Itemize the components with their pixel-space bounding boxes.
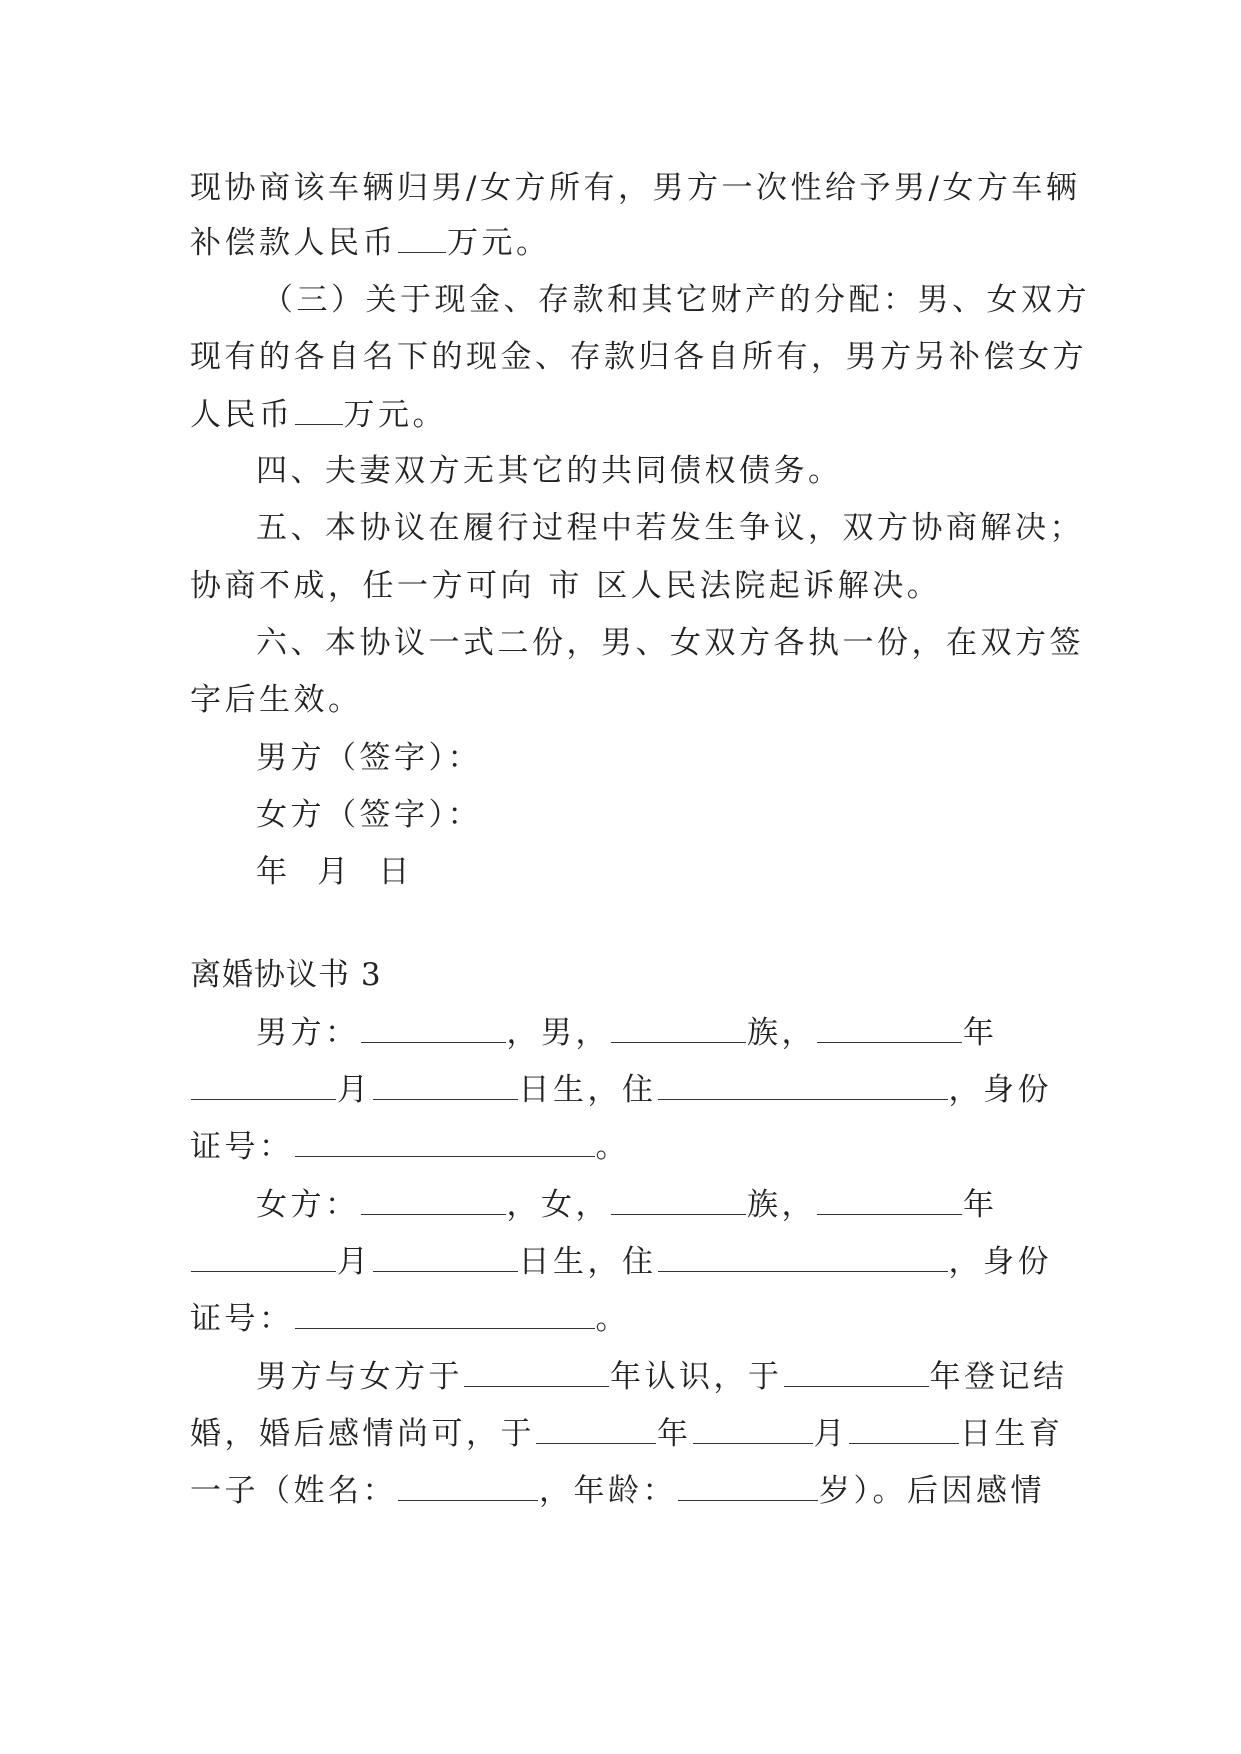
section-heading	[190, 955, 382, 995]
document-line	[190, 1298, 630, 1338]
fill-in-blank	[361, 1184, 506, 1215]
line-text: 证号：	[190, 1301, 294, 1337]
line-text: 年 月 日	[256, 854, 413, 890]
line-text: ，身份	[948, 1072, 1052, 1108]
fill-in-blank	[678, 1470, 818, 1501]
document-line	[190, 222, 551, 262]
line-text: 六、本协议一式二份，男、女双方各执一份，在双方签	[256, 625, 1084, 661]
line-text: 年登记结	[929, 1359, 1068, 1395]
line-text: 年	[657, 1416, 692, 1452]
fill-in-blank	[611, 1012, 746, 1043]
line-text: 月	[813, 1416, 848, 1452]
line-text: 族，	[747, 1187, 816, 1223]
line-text: 现有的各自名下的现金、存款归各自所有，男方另补偿女方	[190, 339, 1087, 375]
line-text: ，身份	[948, 1244, 1052, 1280]
line-text: 离婚协议书 3	[190, 957, 382, 993]
line-text: 年认识，于	[610, 1359, 783, 1395]
document-line	[190, 1241, 1052, 1281]
fill-in-blank	[611, 1184, 746, 1215]
line-text: 岁）。后因感情	[819, 1473, 1045, 1509]
line-text: ，年龄：	[539, 1473, 677, 1509]
fill-in-blank	[658, 1069, 948, 1100]
fill-in-blank	[849, 1413, 959, 1444]
line-text: 补偿款人民币	[190, 225, 397, 261]
line-text: 五、本协议在履行过程中若发生争议，双方协商解决；	[256, 510, 1084, 546]
line-text: ，男，	[506, 1015, 610, 1051]
document-line	[190, 337, 1087, 377]
line-text: 协商不成，任一方可向 市 区人民法院起诉解决。	[190, 568, 942, 604]
document-line	[256, 623, 1084, 663]
document-line	[256, 795, 482, 835]
document-line	[190, 394, 447, 434]
document-line	[190, 680, 363, 720]
document-line	[256, 451, 843, 491]
fill-in-blank	[536, 1413, 656, 1444]
line-text: 月	[337, 1072, 372, 1108]
fill-in-blank	[191, 1241, 336, 1272]
fill-in-blank	[817, 1012, 962, 1043]
fill-in-blank	[295, 1298, 595, 1329]
line-text: 一子（姓名：	[190, 1473, 397, 1509]
document-line	[256, 1012, 998, 1052]
document-line	[190, 1126, 630, 1166]
line-text: 现协商该车辆归男/女方所有，男方一次性给予男/女方车辆	[190, 170, 1081, 206]
fill-in-blank	[295, 394, 343, 425]
line-text: 日生，住	[518, 1244, 657, 1280]
document-line	[256, 1356, 1068, 1396]
document-line	[190, 1470, 1045, 1510]
document-line	[256, 852, 413, 892]
line-text: （三）关于现金、存款和其它财产的分配：男、女双方	[262, 282, 1090, 318]
fill-in-blank	[464, 1356, 609, 1387]
document-line	[190, 168, 1080, 208]
line-text: 四、夫妻双方无其它的共同债权债务。	[256, 453, 843, 489]
document-line	[256, 508, 1084, 548]
fill-in-blank	[373, 1069, 518, 1100]
document-line	[190, 1413, 1064, 1453]
document-line	[256, 1184, 998, 1224]
line-text: 月	[337, 1244, 372, 1280]
line-text: 年	[963, 1015, 998, 1051]
line-text: 字后生效。	[190, 682, 363, 718]
fill-in-blank	[693, 1413, 813, 1444]
line-text: 。	[595, 1301, 630, 1337]
line-text: 万元。	[447, 225, 551, 261]
fill-in-blank	[817, 1184, 962, 1215]
line-text: 女方（签字）：	[256, 797, 482, 833]
fill-in-blank	[361, 1012, 506, 1043]
fill-in-blank	[784, 1356, 929, 1387]
line-text: 日生育	[960, 1416, 1064, 1452]
fill-in-blank	[373, 1241, 518, 1272]
document-line	[190, 1069, 1052, 1109]
line-text: 。	[595, 1129, 630, 1165]
line-text: ，女，	[506, 1187, 610, 1223]
line-text: 男方：	[256, 1015, 360, 1051]
line-text: 日生，住	[518, 1072, 657, 1108]
document-line	[256, 738, 482, 778]
document-line	[262, 280, 1090, 320]
document-line	[190, 566, 941, 606]
line-text: 证号：	[190, 1129, 294, 1165]
fill-in-blank	[658, 1241, 948, 1272]
line-text: 人民币	[190, 397, 294, 433]
line-text: 万元。	[343, 397, 447, 433]
line-text: 年	[963, 1187, 998, 1223]
fill-in-blank	[398, 1470, 538, 1501]
fill-in-blank	[295, 1126, 595, 1157]
fill-in-blank	[398, 222, 446, 253]
line-text: 男方（签字）：	[256, 740, 482, 776]
fill-in-blank	[191, 1069, 336, 1100]
line-text: 族，	[747, 1015, 816, 1051]
line-text: 男方与女方于	[256, 1359, 463, 1395]
line-text: 婚，婚后感情尚可，于	[190, 1416, 535, 1452]
line-text: 女方：	[256, 1187, 360, 1223]
